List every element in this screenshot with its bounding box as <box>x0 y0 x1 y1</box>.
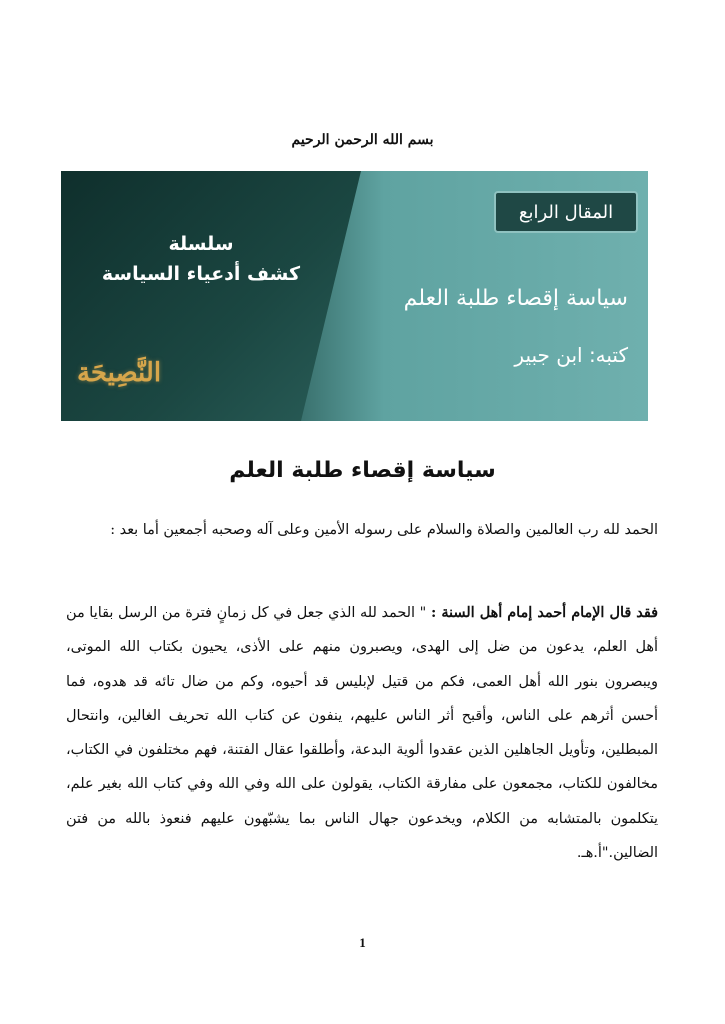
banner-article-title: سياسة إقصاء طلبة العلم <box>403 286 628 311</box>
basmala: بسم الله الرحمن الرحيم <box>291 132 434 148</box>
page-number: 1 <box>359 935 366 950</box>
quote-paragraph <box>66 596 658 870</box>
nasiha-logo: النَّصِيحَة <box>76 358 162 388</box>
quote-lead: فقد قال الإمام أحمد إمام أهل السنة : <box>430 604 658 621</box>
series-line-1: سلسلة <box>168 233 234 255</box>
quote-text: " الحمد لله الذي جعل في كل زمانٍ فترة من الرسل بقايا من أهل العلم، يدعون من ضل إلى الهدى، ويصبرون منهم على الأذى، يحيون بكتاب الله الموتى، ويبصرون بنور الله أهل العمى، فكم من قتيل لإبليس قد أحيوه، وكم من ضال تائه قد هدوه، فما أحسن أثرهم على الناس، وأقبح أثر الناس عليهم، ينفون عن كتاب الله تحريف الغالين، وانتحال المبطلين، وتأويل الجاهلين الذين عقدوا ألوية البدعة، وأطلقوا عقال الفتنة، فهم مختلفون في الكتاب، مخالفون للكتاب، مجمعون على مفارقة الكتاب، يقولون على الله وفي الله وفي كتاب الله بغير علم، يتكلمون بالمتشابه من الكلام، ويخدعون جهال الناس بما يشبّهون عليهم فنعوذ بالله من فتن الضالين."أ.هـ. <box>66 605 658 862</box>
article-number-tag: المقال الرابع <box>494 191 638 233</box>
banner-author: كتبه: ابن جبير <box>514 343 628 367</box>
intro-paragraph: الحمد لله رب العالمين والصلاة والسلام على رسوله الأمين وعلى آله وصحبه أجمعين أما بعد : <box>110 522 658 538</box>
series-title <box>91 229 311 289</box>
page-title: سياسة إقصاء طلبة العلم <box>229 458 496 483</box>
article-banner <box>61 171 648 421</box>
series-line-2: كشف أدعياء السياسة <box>101 263 301 285</box>
